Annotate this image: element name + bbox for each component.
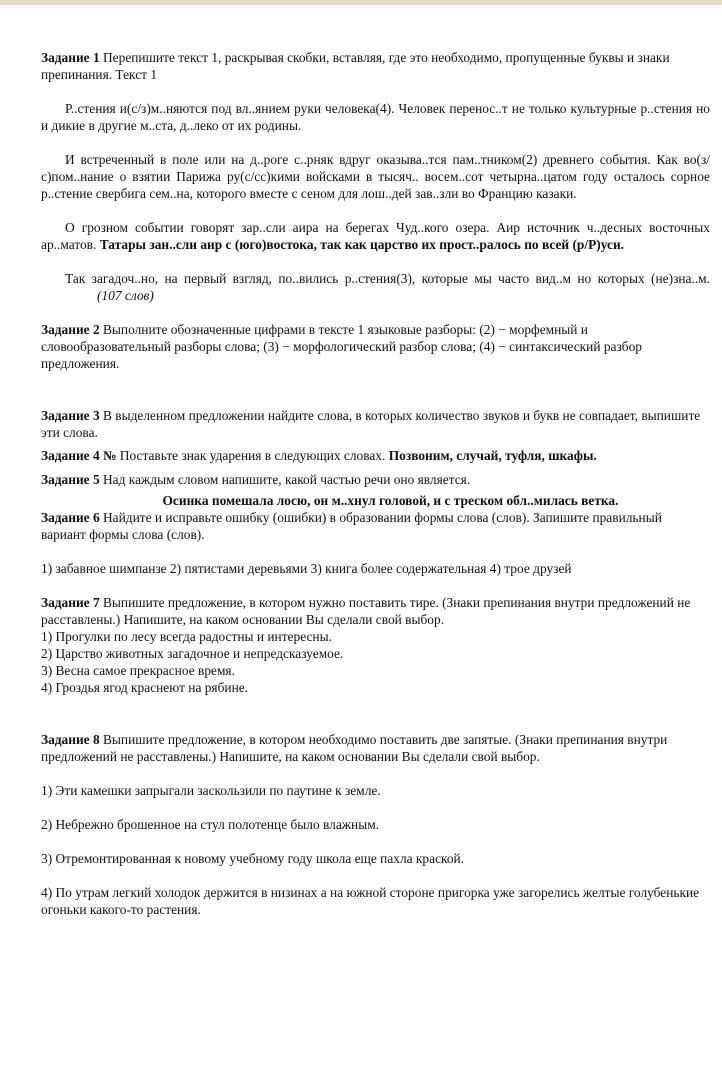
task-8-text: Выпишите предложение, в котором необходимо поставить две запятые. (Знаки препинания внутри предложений не расставлены.) Напишите, на каком основании Вы сделали свой выбор. bbox=[41, 732, 668, 764]
highlighted-sentence: Татары зан..сли аир с (юго)востока, так как царство их прост..ралось по всей (р/Р)уси. bbox=[99, 237, 625, 252]
text1-paragraph-1: Р..стения и(с/з)м..няются под вл..янием руки человека(4). Человек перенос..т не только культурные р..стения но и дикие в другие м..ста, д..леко от их родины. bbox=[41, 101, 710, 133]
task-3 bbox=[41, 407, 710, 441]
task-2-text: Выполните обозначенные цифрами в тексте 1 языковые разборы: (2) − морфемный и словообразовательный разборы слова; (3) − морфологический разбор слова; (4) − синтаксический разбор предложения. bbox=[41, 322, 642, 371]
word-count: (107 слов) bbox=[97, 288, 154, 303]
task-6-text: Найдите и исправьте ошибку (ошибки) в образовании формы слова (слов). Запишите правильный вариант формы слова (слов). bbox=[41, 510, 662, 542]
task-8-option-1: 1) Эти камешки запрыгали заскользили по паутине к земле. bbox=[41, 783, 381, 798]
task-1-label: Задание 1 bbox=[41, 50, 100, 65]
task-5 bbox=[41, 471, 710, 488]
task-7-option-3: 3) Весна самое прекрасное время. bbox=[41, 663, 235, 678]
task-1 bbox=[41, 49, 710, 83]
top-border bbox=[0, 0, 722, 5]
task-7-option-2: 2) Царство животных загадочное и непредсказуемое. bbox=[41, 646, 344, 661]
task-7 bbox=[41, 594, 710, 628]
text1-paragraph-3-plain: О грозном событии говорят зар..сли аира на берегах Чуд..кого озера. Аир источник ч..десных восточных ар..матов. bbox=[41, 220, 710, 252]
task-7-option-4: 4) Гроздья ягод краснеют на рябине. bbox=[41, 680, 249, 695]
text1-paragraph-4 bbox=[41, 270, 710, 304]
task-8 bbox=[41, 731, 710, 765]
task-6-options: 1) забавное шимпанзе 2) пятистами деревьями 3) книга более содержательная 4) трое друзей bbox=[41, 561, 572, 576]
task-8-option-4: 4) По утрам легкий холодок держится в низинах а на южной стороне пригорка уже загорелись желтые голубенькие огоньки какого-то растения. bbox=[41, 885, 700, 917]
task-6-label: Задание 6 bbox=[41, 510, 100, 525]
task-5-label: Задание 5 bbox=[41, 472, 100, 487]
task-4-label: Задание 4 № bbox=[41, 448, 117, 463]
task-4-text: Поставьте знак ударения в следующих словах. bbox=[116, 448, 389, 463]
task-3-label: Задание 3 bbox=[41, 408, 100, 423]
task-2 bbox=[41, 321, 710, 372]
text1-paragraph-2: И встреченный в поле или на д..роге с..рняк вдруг оказыва..тся пам..тником(2) древнего события. Как во(з/с)пом..нание о взятии Парижа ру(с/сс)кими войсками в тысяч.. восем..сот четырна..цатом году осталось сорное р..стение свербига сем..на, которого вместе с сеном для лош..дей зав..зли во Францию казаки. bbox=[41, 152, 710, 201]
document-page bbox=[41, 49, 710, 918]
text1-paragraph-4-text: Так загадоч..но, на первый взгляд, по..вились р..стения(3), которые мы часто вид..м но которых (не)зна..м. bbox=[65, 271, 710, 286]
task-8-option-2: 2) Небрежно брошенное на стул полотенце было влажным. bbox=[41, 817, 380, 832]
task-7-label: Задание 7 bbox=[41, 595, 100, 610]
task-8-label: Задание 8 bbox=[41, 732, 100, 747]
task-5-text: Над каждым словом напишите, какой частью речи оно является. bbox=[99, 472, 471, 487]
text1-paragraph-3 bbox=[41, 219, 710, 253]
task-4 bbox=[41, 447, 710, 464]
task-7-option-1: 1) Прогулки по лесу всегда радостны и интересны. bbox=[41, 629, 332, 644]
task-2-label: Задание 2 bbox=[41, 322, 100, 337]
task-7-text: Выпишите предложение, в котором нужно поставить тире. (Знаки препинания внутри предложений не расставлены.) Напишите, на каком основании Вы сделали свой выбор. bbox=[41, 595, 691, 627]
task-3-text: В выделенном предложении найдите слова, в которых количество звуков и букв не совпадает, выпишите эти слова. bbox=[41, 408, 701, 440]
task-4-words: Позвоним, случай, туфля, шкафы. bbox=[388, 448, 597, 463]
task-8-option-3: 3) Отремонтированная к новому учебному году школа еще пахла краской. bbox=[41, 851, 465, 866]
task-5-sentence: Осинка помешала лосю, он м..хнул головой, и с треском обл..милась ветка. bbox=[162, 493, 619, 508]
task-6 bbox=[41, 509, 710, 543]
task-1-text: Перепишите текст 1, раскрывая скобки, вставляя, где это необходимо, пропущенные буквы и знаки препинания. Текст 1 bbox=[41, 50, 670, 82]
